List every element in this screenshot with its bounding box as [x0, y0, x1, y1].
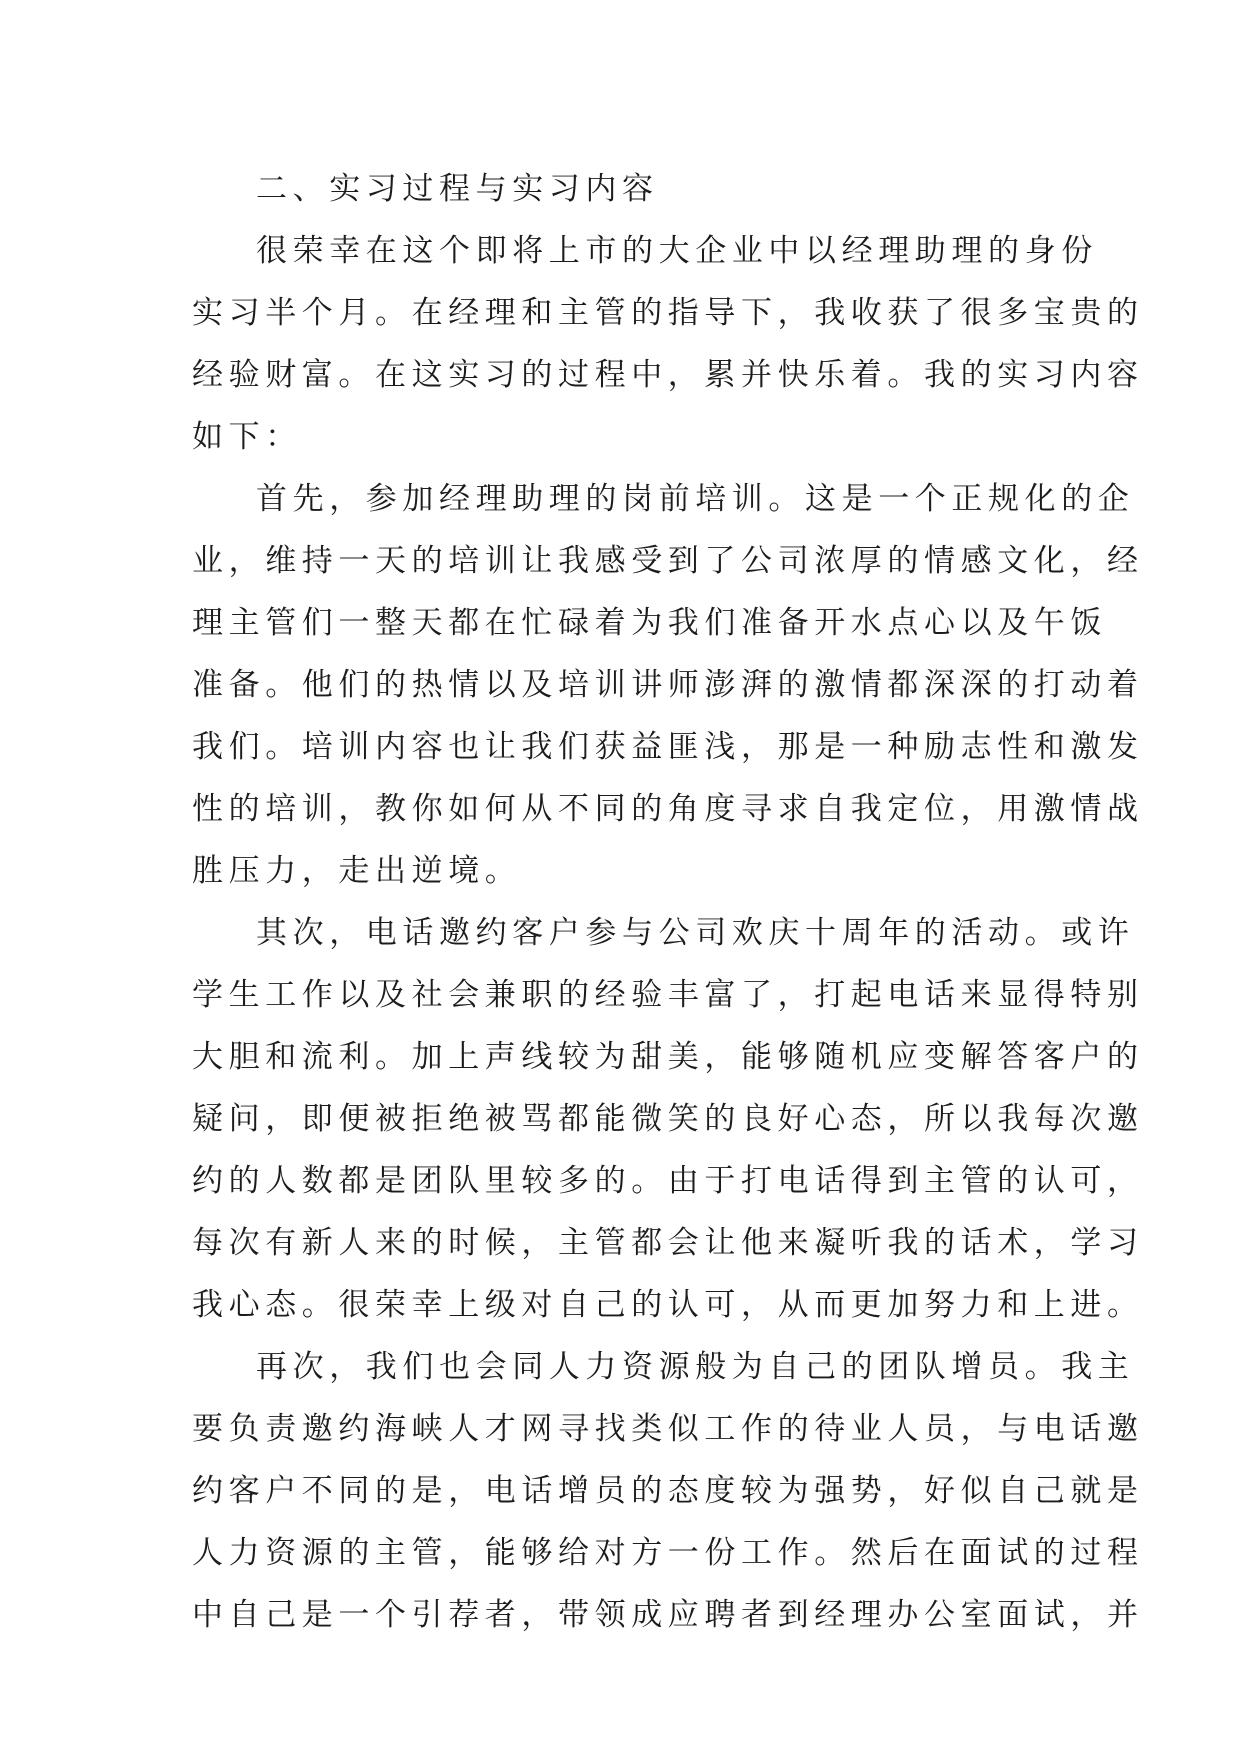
paragraph-line: 学生工作以及社会兼职的经验丰富了，打起电话来显得特别	[192, 977, 1144, 1013]
paragraph-line: 约的人数都是团队里较多的。由于打电话得到主管的认可，	[192, 1163, 1144, 1199]
paragraph-line: 每次有新人来的时候，主管都会让他来凝听我的话术，学习	[192, 1225, 1144, 1261]
paragraph-3	[192, 902, 1144, 1336]
section-heading: 二、实习过程与实习内容	[256, 171, 659, 207]
paragraph-line: 胜压力，走出逆境。	[192, 853, 522, 889]
document-body	[192, 158, 1144, 1646]
paragraph-line: 准备。他们的热情以及培训讲师澎湃的激情都深深的打动着	[192, 667, 1144, 703]
paragraph-line: 如下：	[192, 419, 302, 455]
paragraph-line: 其次，电话邀约客户参与公司欢庆十周年的活动。或许	[256, 915, 1135, 951]
paragraph-line: 我们。培训内容也让我们获益匪浅，那是一种励志性和激发	[192, 729, 1144, 765]
paragraph-2	[192, 468, 1144, 902]
paragraph-line: 理主管们一整天都在忙碌着为我们准备开水点心以及午饭	[192, 605, 1107, 641]
paragraph-line: 我心态。很荣幸上级对自己的认可，从而更加努力和上进。	[192, 1287, 1144, 1323]
paragraph-line: 中自己是一个引荐者，带领成应聘者到经理办公室面试，并	[192, 1597, 1144, 1633]
paragraph-line: 实习半个月。在经理和主管的指导下，我收获了很多宝贵的	[192, 295, 1144, 331]
paragraph-4	[192, 1336, 1144, 1646]
paragraph-line: 要负责邀约海峡人才网寻找类似工作的待业人员，与电话邀	[192, 1411, 1144, 1447]
paragraph-line: 疑问，即便被拒绝被骂都能微笑的良好心态，所以我每次邀	[192, 1101, 1144, 1137]
paragraph-line: 人力资源的主管，能够给对方一份工作。然后在面试的过程	[192, 1535, 1144, 1571]
paragraph-line: 再次，我们也会同人力资源般为自己的团队增员。我主	[256, 1349, 1135, 1385]
paragraph-line: 首先，参加经理助理的岗前培训。这是一个正规化的企	[256, 481, 1135, 517]
paragraph-line: 大胆和流利。加上声线较为甜美，能够随机应变解答客户的	[192, 1039, 1144, 1075]
paragraph-line: 业，维持一天的培训让我感受到了公司浓厚的情感文化，经	[192, 543, 1144, 579]
paragraph-line: 经验财富。在这实习的过程中，累并快乐着。我的实习内容	[192, 357, 1144, 393]
paragraph-line: 很荣幸在这个即将上市的大企业中以经理助理的身份	[256, 233, 1098, 269]
paragraph-1	[192, 220, 1144, 468]
paragraph-line: 约客户不同的是，电话增员的态度较为强势，好似自己就是	[192, 1473, 1144, 1509]
paragraph-line: 性的培训，教你如何从不同的角度寻求自我定位，用激情战	[192, 791, 1144, 827]
